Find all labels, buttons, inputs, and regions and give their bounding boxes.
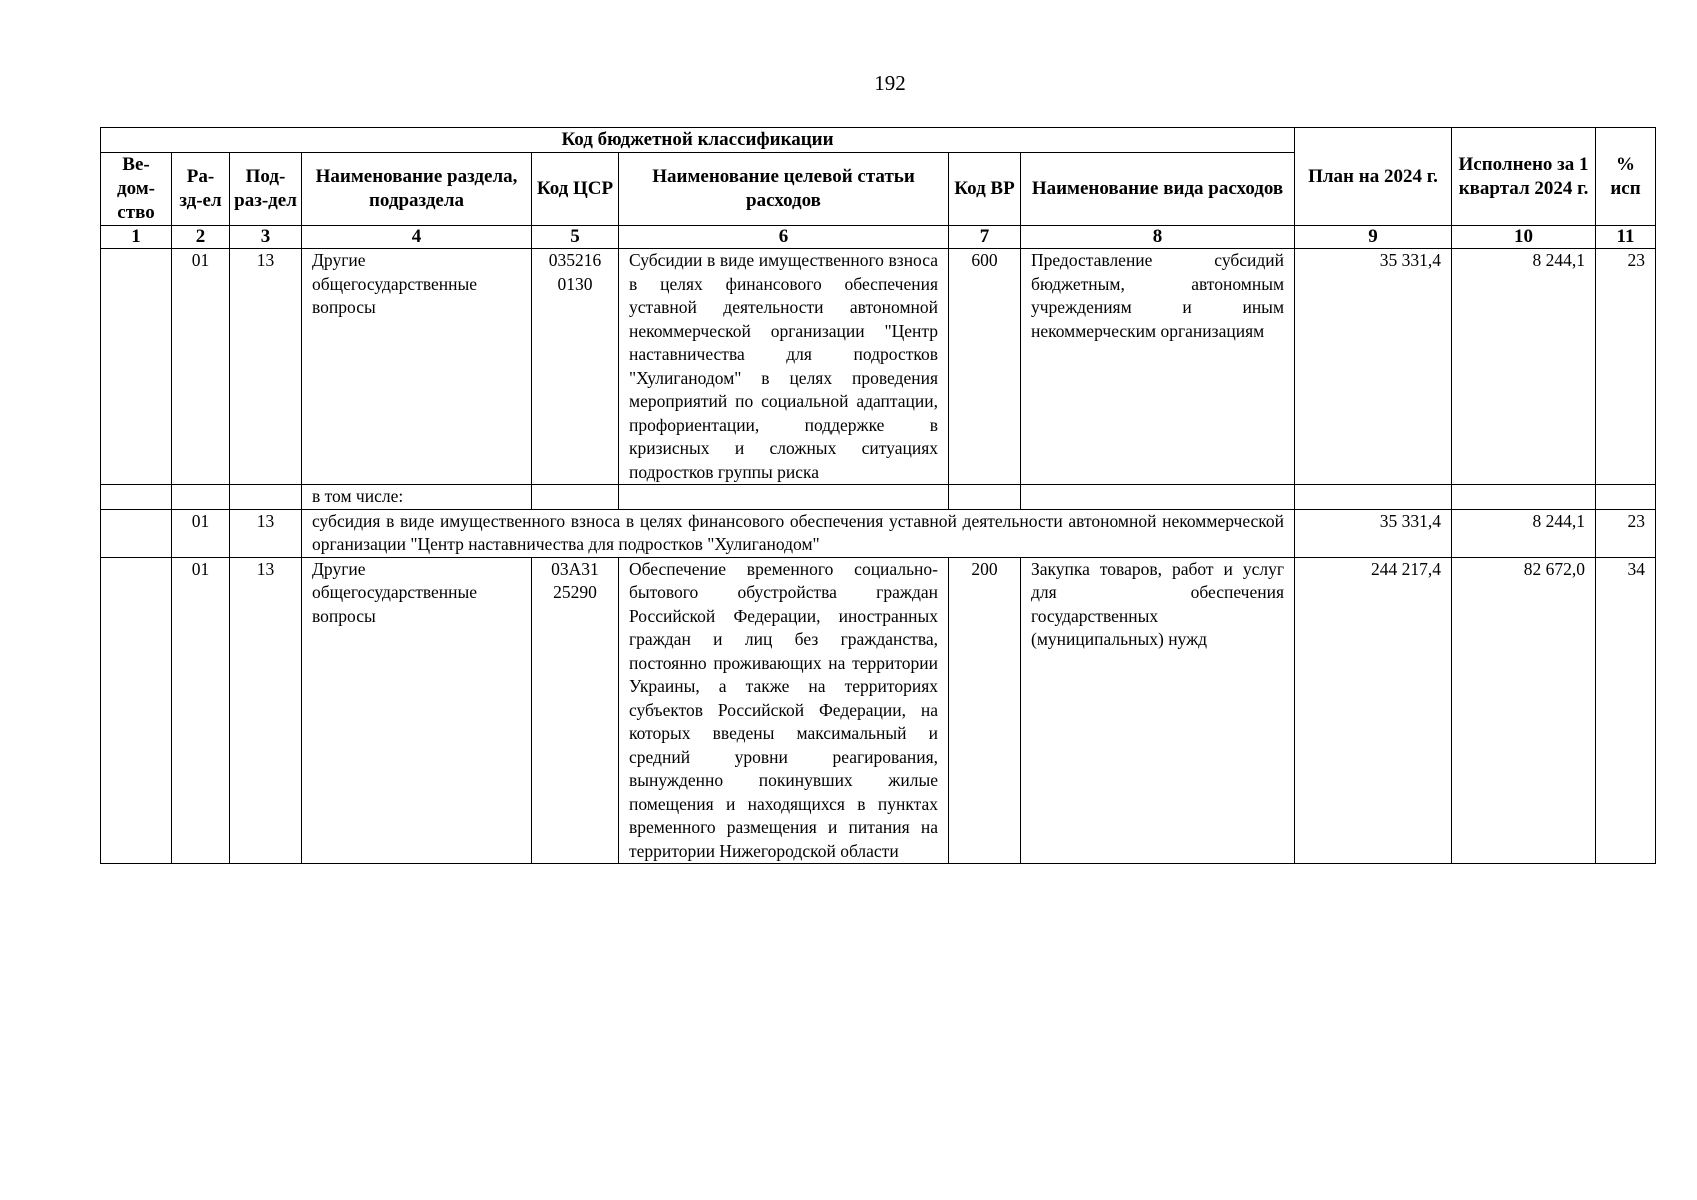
cell-vedomstvo [101, 249, 172, 485]
cell-percent: 23 [1596, 249, 1656, 485]
table-row [101, 509, 1656, 557]
cell-executed: 8 244,1 [1452, 509, 1596, 557]
cell-empty [1452, 485, 1596, 510]
column-number: 1 [101, 226, 172, 249]
column-number: 5 [532, 226, 619, 249]
cell-plan: 35 331,4 [1295, 249, 1452, 485]
column-number: 11 [1596, 226, 1656, 249]
cell-empty [1596, 485, 1656, 510]
cell-vr-name: Предоставление субсидий бюджетным, автономным учреждениям и иным некоммерческим организациям [1021, 249, 1295, 485]
cell-empty [1021, 485, 1295, 510]
column-number: 9 [1295, 226, 1452, 249]
csr-part: 25290 [553, 582, 597, 602]
cell-empty [230, 485, 302, 510]
header-vedomstvo: Ве-дом-ство [101, 153, 172, 226]
cell-empty [172, 485, 230, 510]
header-percent: % исп [1596, 128, 1656, 226]
page-number: 192 [874, 71, 906, 95]
cell-vr: 200 [949, 557, 1021, 864]
column-number: 7 [949, 226, 1021, 249]
header-razdel-name: Наименование раздела, подраздела [302, 153, 532, 226]
table-row [101, 249, 1656, 485]
cell-empty [532, 485, 619, 510]
cell-target-name: Субсидии в виде имущественного взноса в целях финансового обеспечения уставной деятельности автономной некоммерческой организации "Центр наставничества для подростков "Хулиганодом" в целях проведения мероприятий по социальной адаптации, профориентации, поддержке в кризисных и сложных ситуациях подростков группы риска [619, 249, 949, 485]
cell-razdel: 01 [172, 249, 230, 485]
cell-target-name: Обеспечение временного социально-бытового обустройства граждан Российской Федерации, иностранных граждан и лиц без гражданства, постоянно проживающих на территории Украины, а также на территориях субъектов Российской Федерации, на которых введены максимальный и средний уровни реагирования, вынужденно покинувших жилые помещения и находящихся в пунктах временного размещения и питания на территории Нижегородской области [619, 557, 949, 864]
column-number: 6 [619, 226, 949, 249]
cell-razdel: 01 [172, 509, 230, 557]
csr-part: 0130 [557, 273, 593, 294]
cell-vedomstvo [101, 509, 172, 557]
header-podrazdel: Под-раз-дел [230, 153, 302, 226]
csr-part: 035216 [548, 250, 602, 270]
cell-empty [619, 485, 949, 510]
cell-plan: 35 331,4 [1295, 509, 1452, 557]
cell-vr: 600 [949, 249, 1021, 485]
cell-executed: 8 244,1 [1452, 249, 1596, 485]
column-number: 8 [1021, 226, 1295, 249]
cell-podrazdel: 13 [230, 557, 302, 864]
column-number: 4 [302, 226, 532, 249]
cell-including-label: в том числе: [302, 485, 532, 510]
budget-table [100, 127, 1656, 864]
cell-empty [1295, 485, 1452, 510]
cell-executed: 82 672,0 [1452, 557, 1596, 864]
header-target-name: Наименование целевой статьи расходов [619, 153, 949, 226]
cell-subsidy-description: субсидия в виде имущественного взноса в целях финансового обеспечения уставной деятельности автономной некоммерческой организации "Центр наставничества для подростков "Хулиганодом" [302, 509, 1295, 557]
cell-empty [101, 485, 172, 510]
column-number: 3 [230, 226, 302, 249]
cell-podrazdel: 13 [230, 249, 302, 485]
cell-csr [532, 557, 619, 864]
cell-csr [532, 249, 619, 485]
cell-percent: 34 [1596, 557, 1656, 864]
cell-razdel-name: Другие общегосударственные вопросы [302, 249, 532, 485]
column-numbers-row [101, 226, 1656, 249]
header-executed: Исполнено за 1 квартал 2024 г. [1452, 128, 1596, 226]
table-row-including [101, 485, 1656, 510]
header-row-group [101, 128, 1656, 153]
cell-vr-name: Закупка товаров, работ и услуг для обеспечения государственных (муниципальных) нужд [1021, 557, 1295, 864]
table-row [101, 557, 1656, 864]
cell-razdel-name: Другие общегосударственные вопросы [302, 557, 532, 864]
csr-part: 03А31 [551, 558, 599, 579]
header-vr-name: Наименование вида расходов [1021, 153, 1295, 226]
header-vr: Код ВР [949, 153, 1021, 226]
header-razdel: Ра-зд-ел [172, 153, 230, 226]
cell-empty [949, 485, 1021, 510]
cell-percent: 23 [1596, 509, 1656, 557]
column-number: 2 [172, 226, 230, 249]
cell-plan: 244 217,4 [1295, 557, 1452, 864]
cell-vedomstvo [101, 557, 172, 864]
header-plan: План на 2024 г. [1295, 128, 1452, 226]
header-csr: Код ЦСР [532, 153, 619, 226]
column-number: 10 [1452, 226, 1596, 249]
cell-podrazdel: 13 [230, 509, 302, 557]
header-budget-classification: Код бюджетной классификации [101, 128, 1295, 153]
cell-razdel: 01 [172, 557, 230, 864]
